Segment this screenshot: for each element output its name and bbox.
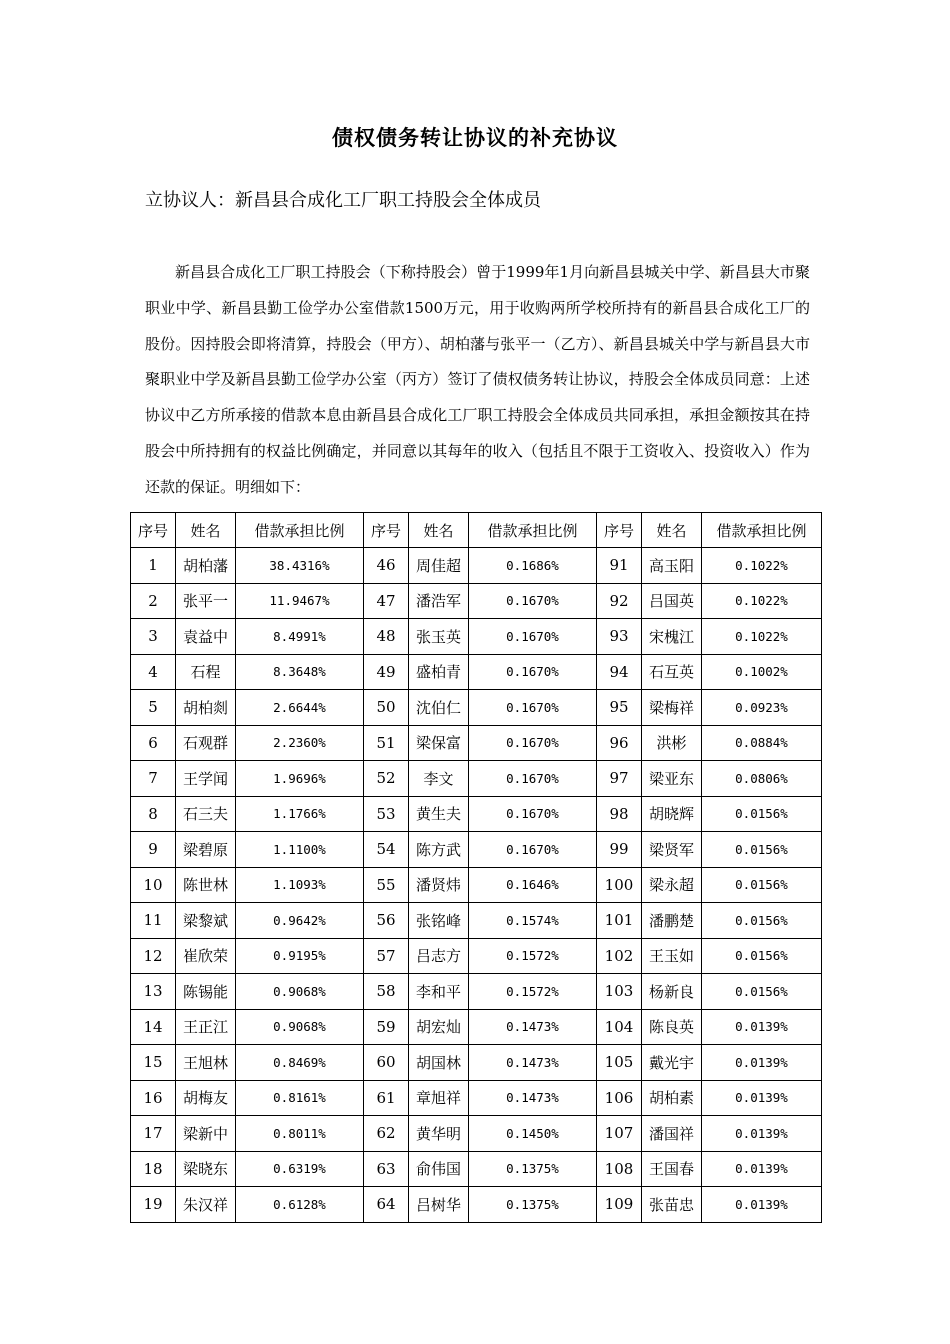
cell-ratio: 0.0156% [702,974,822,1010]
header-name: 姓名 [409,513,469,548]
cell-ratio: 0.1002% [702,654,822,690]
cell-seq: 55 [364,867,409,903]
cell-name: 梁贤军 [642,832,702,868]
cell-ratio: 0.1670% [469,654,597,690]
cell-seq: 8 [131,796,176,832]
cell-seq: 92 [597,583,642,619]
cell-name: 王旭林 [176,1045,236,1081]
cell-name: 高玉阳 [642,548,702,584]
cell-ratio: 0.0156% [702,796,822,832]
cell-name: 王正江 [176,1009,236,1045]
cell-ratio: 0.9068% [236,1009,364,1045]
cell-seq: 57 [364,938,409,974]
cell-name: 李和平 [409,974,469,1010]
cell-ratio: 0.0156% [702,832,822,868]
cell-seq: 53 [364,796,409,832]
cell-seq: 106 [597,1080,642,1116]
table-row [131,903,822,939]
header-ratio: 借款承担比例 [236,513,364,548]
cell-ratio: 0.6128% [236,1187,364,1223]
cell-name: 黄华明 [409,1116,469,1152]
table-row [131,583,822,619]
cell-seq: 2 [131,583,176,619]
cell-seq: 60 [364,1045,409,1081]
cell-seq: 48 [364,619,409,655]
cell-seq: 1 [131,548,176,584]
cell-ratio: 0.1670% [469,832,597,868]
cell-seq: 95 [597,690,642,726]
cell-name: 宋槐江 [642,619,702,655]
cell-name: 陈锡能 [176,974,236,1010]
cell-ratio: 0.0806% [702,761,822,797]
cell-name: 吕国英 [642,583,702,619]
table-row [131,725,822,761]
cell-ratio: 8.4991% [236,619,364,655]
cell-name: 章旭祥 [409,1080,469,1116]
cell-name: 梁永超 [642,867,702,903]
cell-name: 胡宏灿 [409,1009,469,1045]
cell-name: 洪彬 [642,725,702,761]
cell-seq: 51 [364,725,409,761]
cell-name: 俞伟国 [409,1151,469,1187]
header-seq: 序号 [131,513,176,548]
cell-seq: 52 [364,761,409,797]
cell-ratio: 0.0884% [702,725,822,761]
cell-ratio: 0.1670% [469,761,597,797]
cell-seq: 6 [131,725,176,761]
cell-ratio: 0.9068% [236,974,364,1010]
cell-ratio: 0.1473% [469,1045,597,1081]
cell-seq: 19 [131,1187,176,1223]
cell-ratio: 1.9696% [236,761,364,797]
table-row [131,832,822,868]
cell-ratio: 0.0139% [702,1151,822,1187]
cell-name: 陈良英 [642,1009,702,1045]
cell-name: 黄生夫 [409,796,469,832]
cell-ratio: 0.0156% [702,903,822,939]
cell-seq: 10 [131,867,176,903]
cell-seq: 47 [364,583,409,619]
cell-ratio: 0.1022% [702,619,822,655]
header-name: 姓名 [176,513,236,548]
table-row [131,1045,822,1081]
cell-ratio: 0.1473% [469,1009,597,1045]
cell-ratio: 0.1670% [469,725,597,761]
document-title: 债权债务转让协议的补充协议 [332,125,618,150]
cell-seq: 14 [131,1009,176,1045]
cell-name: 石三夫 [176,796,236,832]
cell-ratio: 0.1574% [469,903,597,939]
cell-seq: 62 [364,1116,409,1152]
cell-ratio: 1.1766% [236,796,364,832]
cell-name: 胡国林 [409,1045,469,1081]
cell-ratio: 38.4316% [236,548,364,584]
cell-seq: 50 [364,690,409,726]
cell-ratio: 0.1022% [702,548,822,584]
cell-ratio: 0.8469% [236,1045,364,1081]
party-line: 立协议人：新昌县合成化工厂职工持股会全体成员 [145,190,541,211]
table-row [131,690,822,726]
cell-seq: 16 [131,1080,176,1116]
cell-seq: 17 [131,1116,176,1152]
cell-name: 王学闻 [176,761,236,797]
cell-seq: 97 [597,761,642,797]
cell-name: 潘贤炜 [409,867,469,903]
cell-ratio: 0.1022% [702,583,822,619]
cell-seq: 64 [364,1187,409,1223]
cell-seq: 101 [597,903,642,939]
cell-ratio: 0.1572% [469,938,597,974]
cell-name: 潘鹏楚 [642,903,702,939]
cell-ratio: 0.0139% [702,1116,822,1152]
cell-name: 杨新良 [642,974,702,1010]
cell-name: 梁新中 [176,1116,236,1152]
table-row [131,867,822,903]
cell-seq: 91 [597,548,642,584]
cell-ratio: 0.1670% [469,619,597,655]
cell-ratio: 11.9467% [236,583,364,619]
cell-name: 梁黎斌 [176,903,236,939]
cell-seq: 13 [131,974,176,1010]
cell-ratio: 0.1450% [469,1116,597,1152]
cell-name: 周佳超 [409,548,469,584]
cell-seq: 93 [597,619,642,655]
cell-name: 李文 [409,761,469,797]
cell-ratio: 8.3648% [236,654,364,690]
cell-name: 石程 [176,654,236,690]
table-row [131,548,822,584]
cell-name: 陈世林 [176,867,236,903]
table-row [131,1080,822,1116]
cell-name: 朱汉祥 [176,1187,236,1223]
cell-name: 盛柏青 [409,654,469,690]
cell-name: 袁益中 [176,619,236,655]
cell-seq: 4 [131,654,176,690]
cell-ratio: 0.1375% [469,1187,597,1223]
table-body [131,548,822,1223]
cell-name: 梁保富 [409,725,469,761]
cell-name: 吕志方 [409,938,469,974]
cell-name: 梁碧原 [176,832,236,868]
cell-seq: 98 [597,796,642,832]
cell-ratio: 0.1670% [469,796,597,832]
header-seq: 序号 [364,513,409,548]
cell-name: 梁梅祥 [642,690,702,726]
cell-seq: 102 [597,938,642,974]
cell-name: 张玉英 [409,619,469,655]
cell-ratio: 0.9195% [236,938,364,974]
table-row [131,974,822,1010]
cell-name: 沈伯仁 [409,690,469,726]
cell-ratio: 0.6319% [236,1151,364,1187]
cell-seq: 61 [364,1080,409,1116]
cell-name: 戴光宇 [642,1045,702,1081]
cell-name: 胡梅友 [176,1080,236,1116]
header-ratio: 借款承担比例 [469,513,597,548]
cell-name: 潘国祥 [642,1116,702,1152]
cell-seq: 94 [597,654,642,690]
header-ratio: 借款承担比例 [702,513,822,548]
table-row [131,1187,822,1223]
cell-name: 张苗忠 [642,1187,702,1223]
cell-seq: 3 [131,619,176,655]
cell-seq: 105 [597,1045,642,1081]
cell-ratio: 1.1093% [236,867,364,903]
header-name: 姓名 [642,513,702,548]
cell-ratio: 0.0139% [702,1080,822,1116]
cell-ratio: 0.1670% [469,690,597,726]
cell-name: 陈方武 [409,832,469,868]
table-header-row [131,513,822,548]
cell-ratio: 0.0139% [702,1187,822,1223]
cell-seq: 59 [364,1009,409,1045]
cell-ratio: 0.1375% [469,1151,597,1187]
table-row [131,1151,822,1187]
cell-seq: 18 [131,1151,176,1187]
cell-ratio: 0.1473% [469,1080,597,1116]
cell-name: 石互英 [642,654,702,690]
cell-ratio: 2.6644% [236,690,364,726]
cell-name: 王玉如 [642,938,702,974]
cell-seq: 46 [364,548,409,584]
cell-name: 胡柏剡 [176,690,236,726]
header-seq: 序号 [597,513,642,548]
cell-seq: 103 [597,974,642,1010]
cell-name: 崔欣荣 [176,938,236,974]
cell-ratio: 0.1572% [469,974,597,1010]
cell-name: 王国春 [642,1151,702,1187]
cell-seq: 109 [597,1187,642,1223]
table-row [131,619,822,655]
cell-ratio: 0.1646% [469,867,597,903]
cell-seq: 108 [597,1151,642,1187]
table-row [131,654,822,690]
cell-ratio: 0.1686% [469,548,597,584]
cell-name: 张平一 [176,583,236,619]
cell-ratio: 2.2360% [236,725,364,761]
cell-seq: 15 [131,1045,176,1081]
cell-seq: 100 [597,867,642,903]
table-row [131,796,822,832]
cell-seq: 9 [131,832,176,868]
cell-seq: 12 [131,938,176,974]
table-row [131,938,822,974]
cell-seq: 58 [364,974,409,1010]
cell-seq: 49 [364,654,409,690]
cell-seq: 107 [597,1116,642,1152]
cell-ratio: 0.0139% [702,1045,822,1081]
cell-ratio: 0.1670% [469,583,597,619]
cell-name: 石观群 [176,725,236,761]
cell-name: 胡柏素 [642,1080,702,1116]
table-row [131,1116,822,1152]
cell-seq: 11 [131,903,176,939]
cell-ratio: 0.9642% [236,903,364,939]
cell-name: 胡晓辉 [642,796,702,832]
cell-ratio: 0.0156% [702,867,822,903]
agreement-paragraph: 新昌县合成化工厂职工持股会（下称持股会）曾于1999年1月向新昌县城关中学、新昌县大市聚职业中学、新昌县勤工俭学办公室借款1500万元，用于收购两所学校所持有的新昌县合成化工厂的股份。因持股会即将清算，持股会（甲方）、胡柏藩与张平一（乙方）、新昌县城关中学与新昌县大市聚职业中学及新昌县勤工俭学办公室（丙方）签订了债权债务转让协议，持股会全体成员同意：上述协议中乙方所承接的借款本息由新昌县合成化工厂职工持股会全体成员共同承担，承担金额按其在持股会中所持拥有的权益比例确定，并同意以其每年的收入（包括且不限于工资收入、投资收入）作为还款的保证。明细如下： [145,263,810,496]
cell-ratio: 0.8011% [236,1116,364,1152]
cell-name: 张铭峰 [409,903,469,939]
share-ratio-table [130,512,822,1223]
cell-ratio: 0.8161% [236,1080,364,1116]
cell-ratio: 0.0156% [702,938,822,974]
cell-name: 梁晓东 [176,1151,236,1187]
cell-seq: 63 [364,1151,409,1187]
cell-seq: 99 [597,832,642,868]
cell-seq: 5 [131,690,176,726]
cell-name: 吕树华 [409,1187,469,1223]
cell-seq: 56 [364,903,409,939]
table-row [131,761,822,797]
cell-seq: 7 [131,761,176,797]
cell-seq: 54 [364,832,409,868]
cell-name: 胡柏藩 [176,548,236,584]
cell-ratio: 1.1100% [236,832,364,868]
cell-ratio: 0.0923% [702,690,822,726]
cell-seq: 96 [597,725,642,761]
cell-ratio: 0.0139% [702,1009,822,1045]
cell-name: 潘浩军 [409,583,469,619]
cell-seq: 104 [597,1009,642,1045]
table-row [131,1009,822,1045]
cell-name: 梁亚东 [642,761,702,797]
